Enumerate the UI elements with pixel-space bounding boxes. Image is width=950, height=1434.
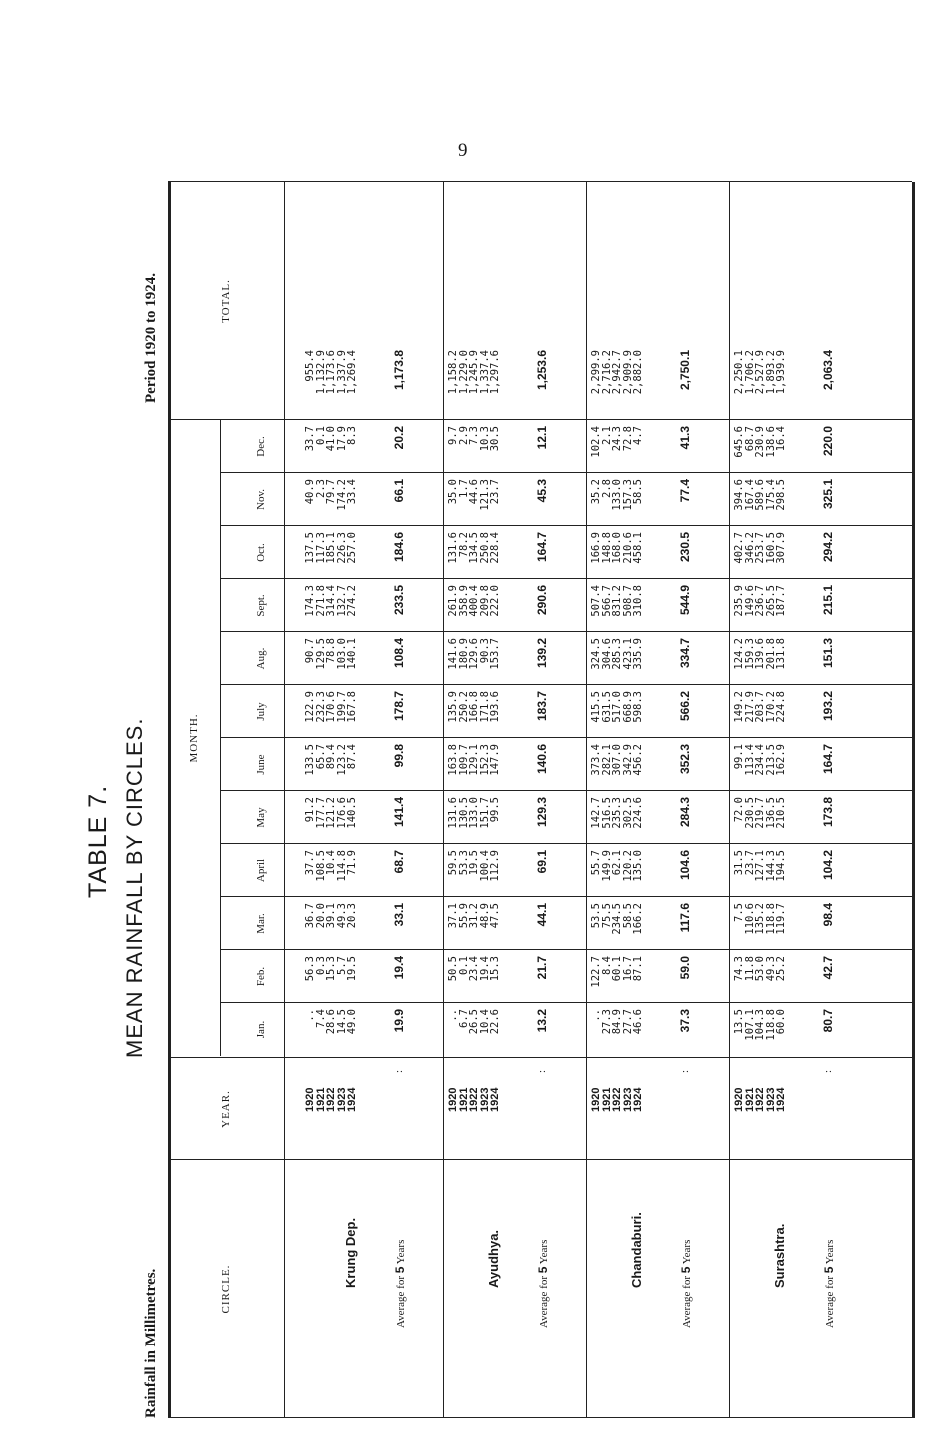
data-cell-column: 137.5 117.3 185.1 226.3 257.0 — [304, 532, 358, 564]
data-cell-column: 135.9 250.2 166.8 171.8 193.6 — [447, 691, 501, 723]
data-cell-column: 394.6 167.4 589.6 175.4 298.5 — [733, 479, 787, 511]
month-label: Sept. — [255, 594, 267, 617]
data-cell-column: 955.4 1,132.9 1,173.6 1,337.9 1,269.4 — [304, 350, 358, 395]
year-list: 1920 1921 1922 1923 1924 — [304, 1087, 358, 1112]
average-value: 98.4 — [821, 903, 835, 927]
average-value: 220.0 — [821, 426, 835, 457]
data-cell-column: 402.7 346.2 253.7 160.5 307.9 — [733, 532, 787, 564]
average-value: 59.0 — [678, 956, 692, 980]
circle-column-rule — [168, 1159, 912, 1160]
data-cell-column: 35.2 2.8 133.0 157.3 58.5 — [590, 479, 644, 511]
average-years-number: 5 — [822, 1266, 836, 1274]
year-list: 1920 1921 1922 1923 1924 — [447, 1087, 501, 1112]
data-cell-column: 36.7 20.0 39.1 49.3 20.3 — [304, 903, 358, 929]
average-value: 42.7 — [821, 956, 835, 980]
data-cell-column: 235.9 149.6 236.7 265.5 187.7 — [733, 585, 787, 617]
circle-name: Chandaburi. — [629, 1212, 644, 1288]
month-label: Mar. — [255, 913, 267, 934]
average-value: 108.4 — [392, 638, 406, 669]
average-colon: : — [536, 1069, 548, 1073]
average-value: 45.3 — [535, 479, 549, 503]
data-cell-column: 174.3 271.8 314.4 132.7 274.2 — [304, 585, 358, 617]
total-header: TOTAL. — [220, 279, 232, 323]
month-header: MONTH. — [188, 713, 200, 763]
average-value: 1,173.8 — [392, 350, 406, 391]
data-cell-column: 102.4 2.1 24.3 72.8 4.7 — [590, 426, 644, 458]
month-label: May — [255, 807, 267, 828]
average-value: 183.7 — [535, 691, 549, 722]
average-years-number: 5 — [536, 1266, 550, 1274]
average-label — [536, 1240, 550, 1328]
month-label: June — [255, 754, 267, 775]
average-value: 2,063.4 — [821, 350, 835, 391]
average-value: 566.2 — [678, 691, 692, 722]
average-value: 173.8 — [821, 797, 835, 828]
average-label — [393, 1240, 407, 1328]
average-value: 13.2 — [535, 1009, 549, 1033]
table-bottom-rule — [912, 182, 915, 1418]
average-value: 334.7 — [678, 638, 692, 669]
units-note: Rainfall in Millimetres. — [143, 1268, 159, 1418]
data-cell-column: 163.8 109.7 129.1 152.3 147.9 — [447, 744, 501, 776]
average-value: 294.2 — [821, 532, 835, 563]
average-value: 19.4 — [392, 956, 406, 980]
average-value: 80.7 — [821, 1009, 835, 1033]
average-value: 164.7 — [821, 744, 835, 775]
average-value: 44.1 — [535, 903, 549, 927]
circle-separator-rule — [586, 182, 587, 1418]
month-label: Jan. — [255, 1020, 267, 1039]
average-value: 99.8 — [392, 744, 406, 768]
data-cell-column: 373.4 282.1 307.0 342.9 456.2 — [590, 744, 644, 776]
data-cell-column: 133.5 65.7 89.4 123.2 87.4 — [304, 744, 358, 776]
average-prefix: Average for — [538, 1273, 550, 1328]
data-cell-column: .. 6.7 26.5 10.4 22.6 — [447, 1009, 501, 1035]
average-value: 140.6 — [535, 744, 549, 775]
data-cell-column: 72.0 230.5 219.7 136.5 210.5 — [733, 797, 787, 829]
average-value: 20.2 — [392, 426, 406, 450]
average-value: 184.6 — [392, 532, 406, 563]
average-prefix: Average for — [824, 1273, 836, 1328]
data-cell-column: 141.6 180.9 129.6 90.3 153.7 — [447, 638, 501, 670]
table-title: TABLE 7. — [84, 784, 112, 898]
data-cell-column: 1,158.2 1,229.0 1,245.9 1,337.4 1,297.6 — [447, 350, 501, 395]
circle-separator-rule — [443, 182, 444, 1418]
data-cell-column: 50.5 0.1 23.4 19.4 15.3 — [447, 956, 501, 982]
average-colon: : — [679, 1069, 691, 1073]
data-cell-column: 2,299.9 2,716.2 2,942.7 2,909.9 2,882.0 — [590, 350, 644, 395]
average-value: 68.7 — [392, 850, 406, 874]
average-value: 129.3 — [535, 797, 549, 828]
circle-header: CIRCLE. — [220, 1264, 232, 1314]
average-value: 2,750.1 — [678, 350, 692, 391]
average-value: 104.6 — [678, 850, 692, 881]
data-cell-column: 131.6 78.2 134.5 250.8 228.4 — [447, 532, 501, 564]
average-value: 33.1 — [392, 903, 406, 927]
data-cell-column: 13.5 107.1 104.3 118.8 60.0 — [733, 1009, 787, 1041]
table-top-rule — [168, 182, 171, 1418]
circle-name: Krung Dep. — [343, 1217, 358, 1288]
average-value: 104.2 — [821, 850, 835, 881]
average-value: 41.3 — [678, 426, 692, 450]
data-cell-column: 507.4 566.7 831.2 508.7 310.8 — [590, 585, 644, 617]
average-suffix: Years — [681, 1239, 693, 1267]
data-cell-column: 7.5 110.6 135.2 118.8 119.7 — [733, 903, 787, 935]
average-value: 77.4 — [678, 479, 692, 503]
table-subtitle: MEAN RAINFALL BY CIRCLES. — [122, 717, 147, 1058]
data-cell-column: 261.9 358.9 400.4 209.8 222.0 — [447, 585, 501, 617]
page-number: 9 — [458, 140, 468, 161]
table-right-rule — [168, 181, 912, 182]
average-value: 230.5 — [678, 532, 692, 563]
rotated-page — [60, 168, 920, 1418]
data-cell-column: 124.2 159.3 139.6 201.8 131.8 — [733, 638, 787, 670]
average-suffix: Years — [538, 1239, 550, 1267]
average-value: 290.6 — [535, 585, 549, 616]
year-list: 1920 1921 1922 1923 1924 — [590, 1087, 644, 1112]
average-value: 352.3 — [678, 744, 692, 775]
average-value: 19.9 — [392, 1009, 406, 1033]
data-cell-column: 415.5 631.5 517.0 668.9 598.3 — [590, 691, 644, 723]
data-cell-column: 53.5 75.5 234.5 58.5 166.2 — [590, 903, 644, 935]
average-years-number: 5 — [393, 1266, 407, 1274]
average-value: 66.1 — [392, 479, 406, 503]
year-header: YEAR. — [220, 1090, 232, 1128]
data-cell-column: 166.9 148.8 168.0 210.6 458.1 — [590, 532, 644, 564]
data-cell-column: 9.7 2.9 7.3 10.3 30.5 — [447, 426, 501, 452]
average-value: 151.3 — [821, 638, 835, 669]
data-cell-column: 55.7 149.9 62.1 120.2 135.0 — [590, 850, 644, 882]
average-value: 164.7 — [535, 532, 549, 563]
data-cell-column: 74.3 11.8 53.0 49.3 25.2 — [733, 956, 787, 982]
average-colon: : — [822, 1069, 834, 1073]
data-cell-column: 149.2 217.9 203.7 170.2 224.8 — [733, 691, 787, 723]
average-prefix: Average for — [681, 1273, 693, 1328]
average-value: 233.5 — [392, 585, 406, 616]
average-value: 1,253.6 — [535, 350, 549, 391]
average-value: 215.1 — [821, 585, 835, 616]
average-value: 544.9 — [678, 585, 692, 616]
average-value: 37.3 — [678, 1009, 692, 1033]
circle-separator-rule — [729, 182, 730, 1418]
data-cell-column: 56.3 0.3 15.3 5.7 19.5 — [304, 956, 358, 982]
month-label: Oct. — [255, 543, 267, 562]
period-note: Period 1920 to 1924. — [143, 273, 159, 403]
average-value: 193.2 — [821, 691, 835, 722]
data-cell-column: 37.7 108.5 10.4 114.8 71.9 — [304, 850, 358, 882]
data-cell-column: 122.7 8.4 60.1 16.7 87.1 — [590, 956, 644, 988]
circle-name: Ayudhya. — [486, 1229, 501, 1288]
average-value: 12.1 — [535, 426, 549, 450]
average-colon: : — [393, 1069, 405, 1073]
month-label: Aug. — [255, 647, 267, 670]
table-left-rule — [168, 1417, 912, 1418]
average-years-number: 5 — [679, 1266, 693, 1274]
average-value: 141.4 — [392, 797, 406, 828]
average-label — [679, 1240, 693, 1328]
average-value: 69.1 — [535, 850, 549, 874]
month-subheader-rule — [220, 420, 221, 1056]
data-cell-column: 37.1 55.9 31.2 48.9 47.5 — [447, 903, 501, 929]
month-label: April — [255, 858, 267, 883]
data-cell-column: 91.2 177.7 121.2 176.6 140.5 — [304, 797, 358, 829]
average-prefix: Average for — [395, 1273, 407, 1328]
data-cell-column: 59.5 53.3 19.5 100.4 112.9 — [447, 850, 501, 882]
data-cell-column: 122.9 232.3 170.6 199.7 167.8 — [304, 691, 358, 723]
circle-name: Surashtra. — [772, 1223, 787, 1288]
data-cell-column: 40.9 2.3 79.7 174.2 33.4 — [304, 479, 358, 511]
data-cell-column: 99.1 113.4 234.4 213.5 162.9 — [733, 744, 787, 776]
data-cell-column: 31.5 23.7 127.1 144.3 194.5 — [733, 850, 787, 882]
data-cell-column: 142.7 516.5 235.3 302.5 224.6 — [590, 797, 644, 829]
data-cell-column: 90.7 129.5 78.8 103.0 140.1 — [304, 638, 358, 670]
average-value: 325.1 — [821, 479, 835, 510]
data-cell-column: 324.5 304.6 285.3 423.1 335.9 — [590, 638, 644, 670]
month-label: Dec. — [255, 436, 267, 457]
data-cell-column: 645.6 68.7 230.9 138.6 16.4 — [733, 426, 787, 458]
month-label: July — [255, 702, 267, 721]
data-cell-column: 2,250.1 1,706.2 2,527.9 1,893.2 1,939.9 — [733, 350, 787, 395]
data-cell-column: 131.6 130.5 133.0 151.7 99.5 — [447, 797, 501, 829]
average-value: 178.7 — [392, 691, 406, 722]
average-value: 21.7 — [535, 956, 549, 980]
header-bottom-rule — [284, 182, 285, 1418]
month-label: Feb. — [255, 966, 267, 987]
average-value: 139.2 — [535, 638, 549, 669]
average-value: 284.3 — [678, 797, 692, 828]
data-cell-column: .. 27.3 84.9 27.7 46.6 — [590, 1009, 644, 1035]
average-value: 117.6 — [678, 903, 692, 933]
average-suffix: Years — [824, 1239, 836, 1267]
average-suffix: Years — [395, 1239, 407, 1267]
data-cell-column: 35.0 1.7 44.6 121.3 23.7 — [447, 479, 501, 511]
data-cell-column: .. 7.4 28.6 14.5 49.0 — [304, 1009, 358, 1035]
data-cell-column: 33.7 0.1 41.0 17.9 8.3 — [304, 426, 358, 452]
year-column-rule — [168, 1057, 912, 1058]
month-label: Nov. — [255, 489, 267, 510]
average-label — [822, 1240, 836, 1328]
year-list: 1920 1921 1922 1923 1924 — [733, 1087, 787, 1112]
